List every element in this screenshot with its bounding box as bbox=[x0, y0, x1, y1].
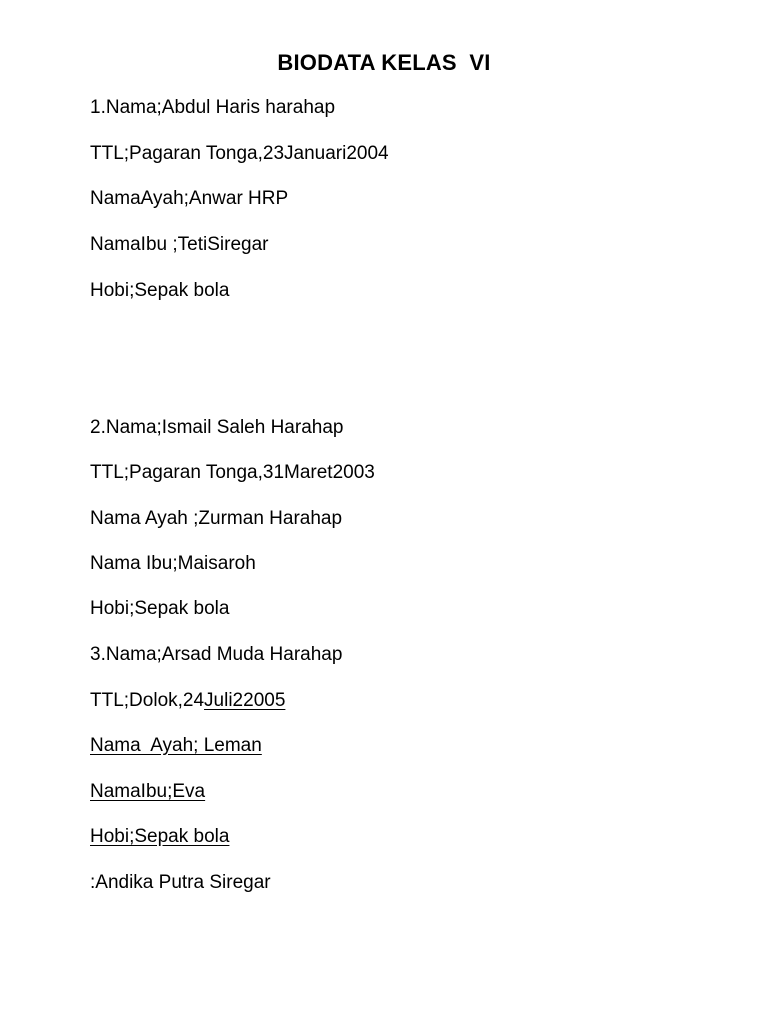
student-2-father: Nama Ayah ;Zurman Harahap bbox=[90, 508, 343, 529]
student-3-father: Nama Ayah; Leman bbox=[90, 735, 262, 756]
student-3-ttl-prefix: TTL;Dolok,24 bbox=[90, 690, 205, 711]
student-2-name: 2.Nama;Ismail Saleh Harahap bbox=[90, 417, 344, 438]
student-3-ttl-date: Juli22005 bbox=[204, 690, 286, 711]
student-2-mother: Nama Ibu;Maisaroh bbox=[90, 553, 256, 574]
student-2-hobby: Hobi;Sepak bola bbox=[90, 598, 230, 619]
student-3-name: 3.Nama;Arsad Muda Harahap bbox=[90, 644, 343, 665]
student-1-name: 1.Nama;Abdul Haris harahap bbox=[90, 97, 336, 118]
document-title: BIODATA KELAS VI bbox=[277, 50, 491, 75]
student-3-mother: NamaIbu;Eva bbox=[90, 781, 206, 802]
trailing-name-line: :Andika Putra Siregar bbox=[90, 872, 271, 893]
student-1-hobby: Hobi;Sepak bola bbox=[90, 280, 230, 301]
student-3-ttl bbox=[90, 689, 285, 713]
student-1-ttl: TTL;Pagaran Tonga,23Januari2004 bbox=[90, 143, 389, 164]
student-2-ttl: TTL;Pagaran Tonga,31Maret2003 bbox=[90, 462, 375, 483]
student-1-mother: NamaIbu ;TetiSiregar bbox=[90, 234, 269, 255]
student-3-hobby: Hobi;Sepak bola bbox=[90, 826, 230, 847]
student-1-father: NamaAyah;Anwar HRP bbox=[90, 188, 289, 209]
